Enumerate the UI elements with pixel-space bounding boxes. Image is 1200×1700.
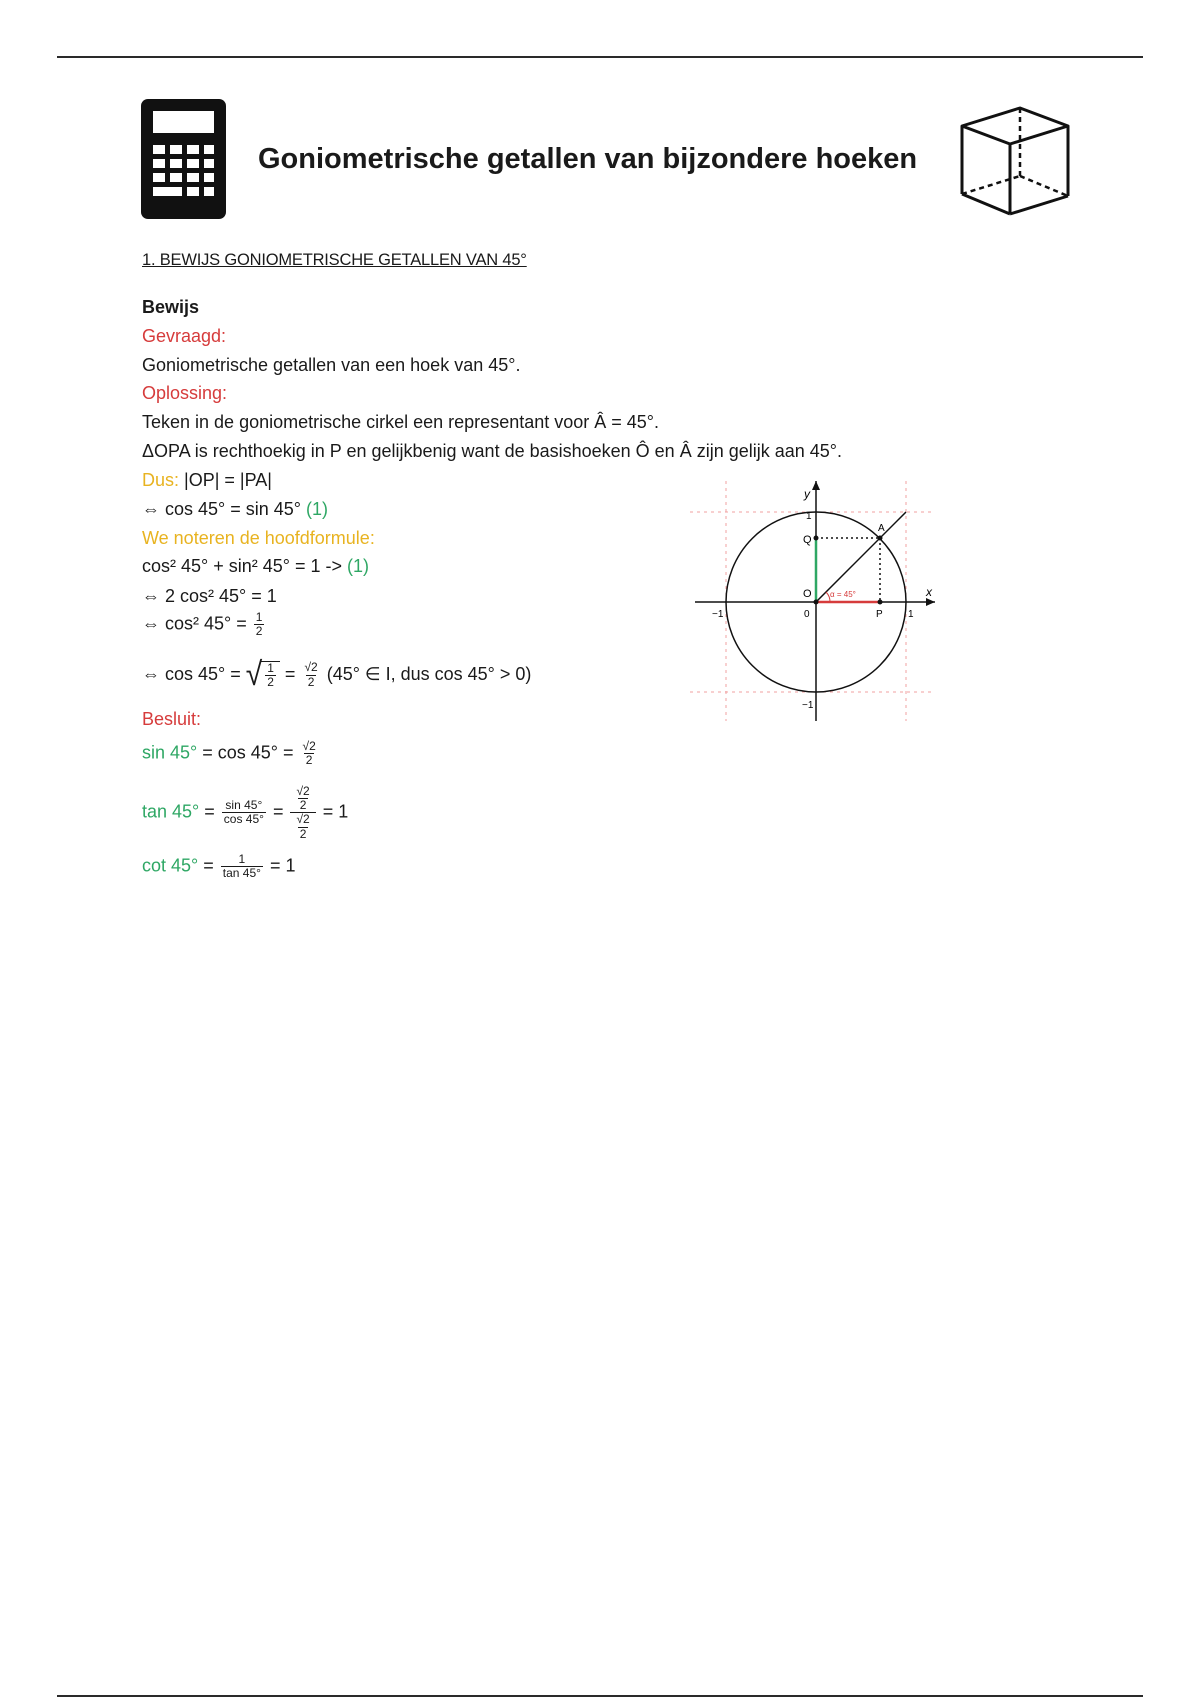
result-tan [142, 785, 348, 841]
cube-icon [960, 104, 1070, 221]
denominator: 2 [305, 753, 313, 768]
solution-label: Oplossing: [142, 383, 228, 403]
denominator: 2 [299, 826, 307, 841]
equals-one: = 1 [322, 801, 349, 822]
proof-heading: Bewijs [142, 297, 200, 317]
numerator: 1 [238, 852, 246, 866]
denominator: tan 45° [222, 866, 261, 881]
top-rule [57, 56, 1143, 58]
fraction-one-over-tan [221, 853, 263, 880]
equals-sign: = [199, 801, 220, 822]
label-neg-one-bottom: −1 [802, 700, 814, 711]
bottom-rule [57, 1695, 1143, 1697]
main-formula-ref: (1) [347, 556, 369, 576]
numerator: sin 45° [225, 798, 263, 813]
label-neg-one-left: −1 [712, 609, 724, 620]
y-axis-arrow [812, 481, 820, 490]
fraction-root2-over-2 [302, 661, 319, 688]
denominator [290, 812, 315, 840]
step-2 [142, 611, 266, 638]
denominator: 2 [267, 675, 274, 689]
step-3 [142, 656, 532, 693]
denominator: cos 45° [223, 812, 264, 827]
result-cot-label: cot 45° [142, 855, 199, 876]
label-A: A [878, 523, 885, 534]
unit-circle-diagram [690, 476, 940, 731]
solution-line-1: Teken in de goniometrische cirkel een representant voor Â = 45°. [142, 412, 659, 432]
fraction-root2-over-2 [294, 813, 311, 840]
label-one-right: 1 [908, 609, 914, 620]
ray-45 [816, 512, 906, 602]
numerator: 1 [255, 610, 263, 624]
point-A [878, 536, 883, 541]
fraction-root2-over-2 [301, 740, 318, 767]
step-1: ⇔ 2 cos² 45° = 1 [142, 586, 277, 606]
result-tan-label: tan 45° [142, 801, 200, 822]
numerator: √2 [296, 812, 310, 827]
numerator: √2 [304, 660, 318, 675]
x-axis-arrow [926, 598, 935, 606]
result-cot [142, 853, 295, 880]
label-zero: 0 [804, 609, 810, 620]
page-title: Goniometrische getallen van bijzondere hoeken [258, 143, 918, 175]
fraction-sin-over-cos [222, 799, 266, 826]
numerator: 1 [267, 660, 274, 675]
note-label: We noteren de hoofdformule: [142, 528, 375, 548]
calculator-icon [141, 99, 226, 224]
dus-line [142, 471, 272, 489]
numerator: √2 [302, 739, 316, 753]
asked-label: Gevraagd: [142, 326, 227, 346]
fraction-root2-over-2 [294, 785, 311, 812]
point-P [878, 600, 883, 605]
point-Q [814, 536, 819, 541]
result-sin [142, 740, 320, 767]
label-O: O [803, 588, 812, 600]
step-2-text: ⇔ cos² 45° = [142, 613, 252, 634]
numerator: √2 [296, 784, 310, 798]
asked-text: Goniometrische getallen van een hoek van 45°. [142, 355, 521, 375]
label-y: y [804, 487, 810, 501]
label-x: x [926, 585, 932, 599]
section-heading: 1. BEWIJS GONIOMETRISCHE GETALLEN VAN 45° [142, 251, 527, 269]
equation-1-text: ⇔ cos 45° = sin 45° [142, 499, 306, 519]
point-O [814, 600, 819, 605]
equation-1-ref: (1) [305, 499, 328, 519]
solution-line-2: ΔOPA is rechthoekig in P en gelijkbenig want de basishoeken Ô en Â zijn gelijk aan 45°. [142, 441, 842, 461]
result-sin-label: sin 45° [142, 742, 198, 763]
label-one-top: 1 [806, 511, 812, 522]
dus-label: Dus: [142, 470, 180, 490]
step-3-suffix: (45° ∈ I, dus cos 45° > 0) [326, 663, 532, 684]
equals-sign: = [272, 801, 289, 822]
label-P: P [876, 609, 883, 620]
denominator: 2 [299, 798, 307, 813]
main-formula-text: cos² 45° + sin² 45° = 1 -> [142, 556, 347, 576]
angle-label: α = 45° [830, 590, 856, 599]
step-3-text: ⇔ cos 45° = [142, 663, 246, 684]
main-formula [142, 557, 369, 575]
denominator: 2 [307, 674, 315, 689]
dus-text: |OP| = |PA| [179, 470, 272, 490]
label-Q: Q [803, 534, 812, 546]
conclusion-label: Besluit: [142, 709, 202, 729]
sqrt-half [245, 656, 280, 693]
numerator [290, 785, 315, 812]
sqrt-symbol: √ [245, 656, 263, 693]
fraction-compound [290, 785, 315, 841]
fraction-half [265, 662, 276, 689]
equals-sign: = [284, 663, 301, 684]
equals-one: = 1 [269, 855, 296, 876]
fraction-half [254, 611, 265, 638]
equation-1 [142, 500, 328, 518]
denominator: 2 [255, 624, 263, 639]
result-sin-text: = cos 45° = [197, 742, 299, 763]
equals-sign: = [198, 855, 219, 876]
